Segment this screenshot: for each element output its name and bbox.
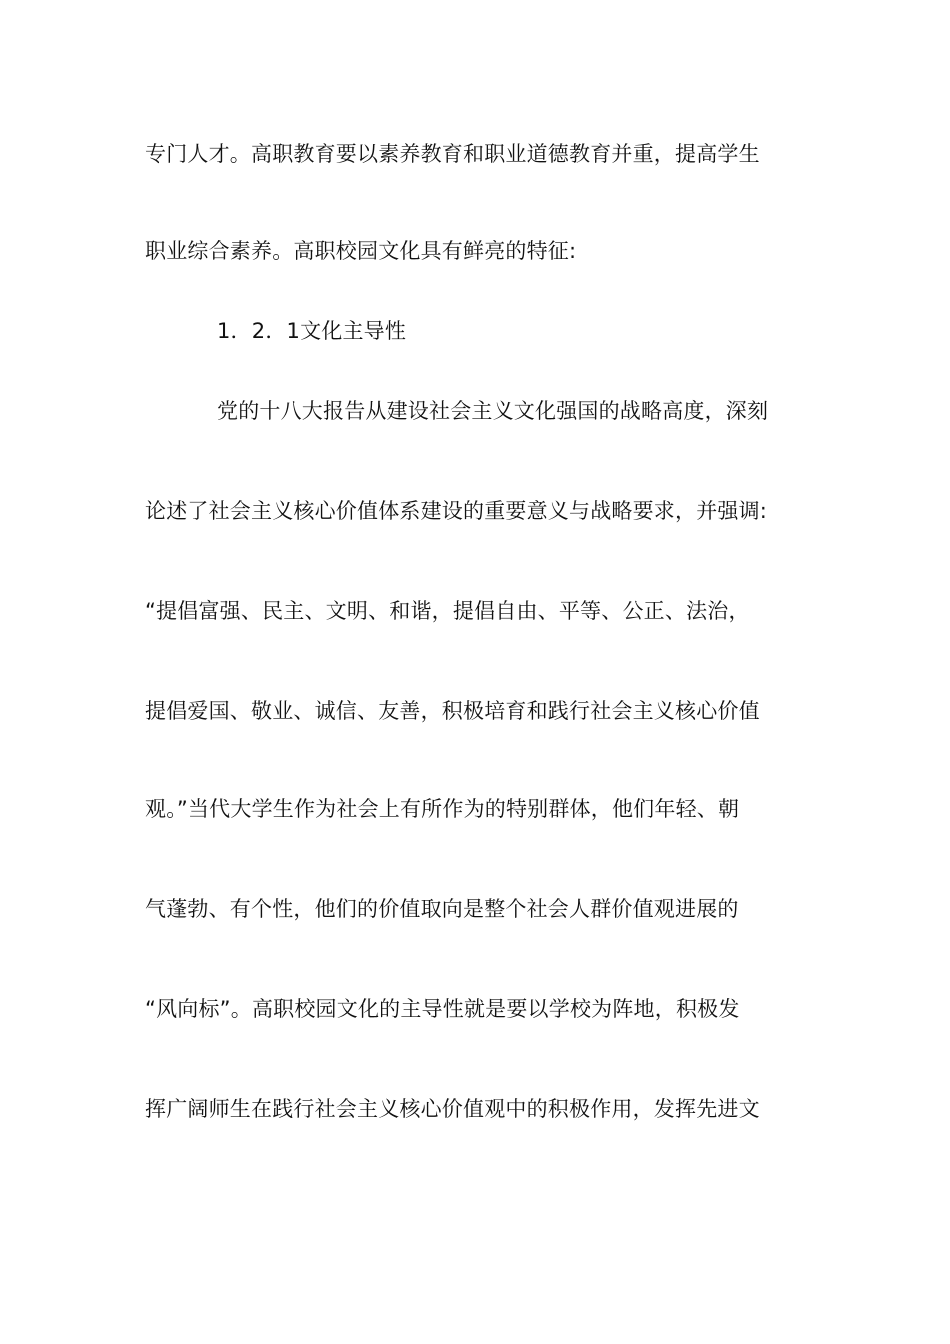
paragraph-line: 提倡爱国、敬业、诚信、友善，积极培育和践行社会主义核心价值 xyxy=(145,699,760,723)
paragraph-line: 气蓬勃、有个性，他们的价值取向是整个社会人群价值观进展的 xyxy=(145,897,739,921)
paragraph-line: 职业综合素养。高职校园文化具有鲜亮的特征: xyxy=(145,239,577,263)
paragraph-line: 挥广阔师生在践行社会主义核心价值观中的积极作用，发挥先进文 xyxy=(145,1097,760,1121)
paragraph-line: 论述了社会主义核心价值体系建设的重要意义与战略要求，并强调: xyxy=(145,499,768,523)
paragraph-line: “提倡富强、民主、文明、和谐，提倡自由、平等、公正、法治， xyxy=(145,599,750,623)
paragraph-line: 专门人才。高职教育要以素养教育和职业道德教育并重，提高学生 xyxy=(145,142,760,166)
paragraph-line: 观。”当代大学生作为社会上有所作为的特别群体，他们年轻、朝 xyxy=(145,797,740,821)
paragraph-line: “风向标”。高职校园文化的主导性就是要以学校为阵地，积极发 xyxy=(145,997,740,1021)
paragraph-line: 党的十八大报告从建设社会主义文化强国的战略高度，深刻 xyxy=(217,399,769,423)
section-heading: 1．2．1文化主导性 xyxy=(217,319,407,343)
